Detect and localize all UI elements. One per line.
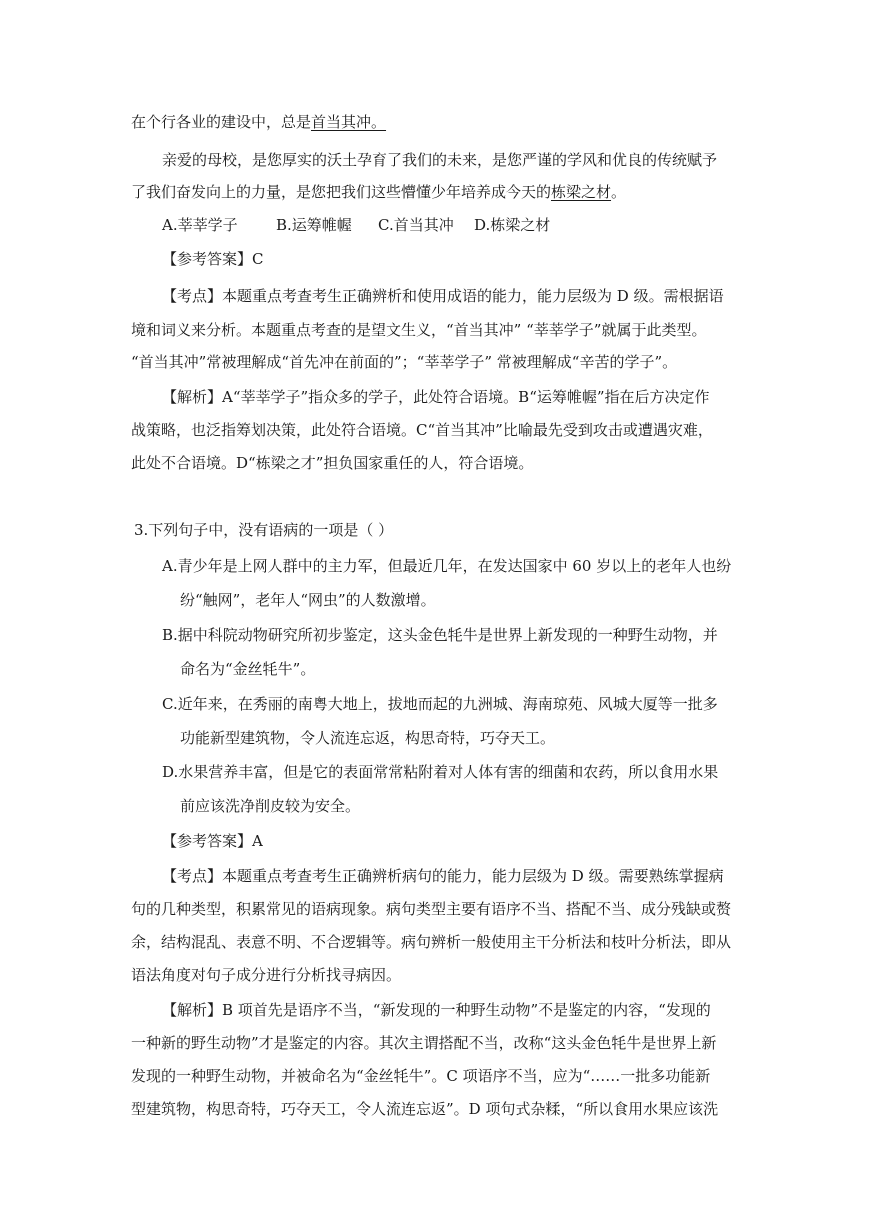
q2-option-d: D.栋梁之材: [474, 216, 551, 234]
q3-option-a-line-1: A.青少年是上网人群中的主力军，但最近几年，在发达国家中 60 岁以上的老年人也纷: [162, 557, 732, 575]
q3-option-d-line-1: D.水果营养丰富，但是它的表面常常粘附着对人体有害的细菌和农药，所以食用水果: [162, 763, 719, 781]
q3-option-d-line-2: 前应该洗净削皮较为安全。: [180, 797, 361, 815]
q2-jiexi-line: 战策略，也泛指筹划决策，此处符合语境。C“首当其冲”比喻最先受到攻击或遭遇灾难，: [131, 421, 713, 439]
q3-kaodian-line: 语法角度对句子成分进行分析找寻病因。: [131, 966, 402, 984]
q3-jiexi-line: 一种新的野生动物”才是鉴定的内容。其次主谓搭配不当，改称“这头金色牦牛是世界上新: [131, 1034, 717, 1052]
q3-option-c-line-1: C.近年来，在秀丽的南粤大地上，拔地而起的九洲城、海南琼苑、风城大厦等一批多: [162, 695, 718, 713]
q2-context-line-3: [131, 182, 626, 202]
q2-kaodian-line: 境和词义来分析。本题重点考查的是望文生义，“首当其冲” “莘莘学子”就属于此类型。: [131, 321, 707, 339]
q3-jiexi-line: 【解析】B 项首先是语序不当，“新发现的一种野生动物”不是鉴定的内容，“发现的: [162, 1001, 711, 1019]
q2-jiexi-line: 此处不合语境。D“栋梁之才”担负国家重任的人，符合语境。: [131, 454, 534, 472]
q2-underlined-idiom-c: 首当其冲。: [311, 113, 387, 131]
q3-jiexi-line: 型建筑物，构思奇特，巧夺天工，令人流连忘返”。D 项句式杂糅，“所以食用水果应该洗: [131, 1100, 719, 1118]
q3-option-c-line-2: 功能新型建筑物，令人流连忘返，构思奇特，巧夺天工。: [180, 729, 556, 747]
q2-option-a: A.莘莘学子: [162, 216, 238, 234]
q3-option-b-line-1: B.据中科院动物研究所初步鉴定，这头金色牦牛是世界上新发现的一种野生动物，并: [162, 626, 718, 644]
q2-kaodian-line: 【考点】本题重点考查考生正确辨析和使用成语的能力，能力层级为 D 级。需根据语: [162, 287, 724, 305]
q3-answer: 【参考答案】A: [162, 832, 263, 850]
q3-kaodian-line: 余，结构混乱、表意不明、不合逻辑等。病句辨析一般使用主干分析法和枝叶分析法，即从: [131, 933, 732, 951]
q3-kaodian-line: 句的几种类型，积累常见的语病现象。病句类型主要有语序不当、搭配不当、成分残缺或赘: [131, 900, 732, 918]
q2-context-text: 了我们奋发向上的力量，是您把我们这些懵懂少年培养成今天的: [131, 183, 552, 201]
q2-jiexi-line: 【解析】A“莘莘学子”指众多的学子，此处符合语境。B“运筹帷幄”指在后方决定作: [162, 388, 710, 406]
q3-stem: 3.下列句子中，没有语病的一项是（ ）: [134, 521, 394, 539]
q3-kaodian-line: 【考点】本题重点考查考生正确辨析病句的能力，能力层级为 D 级。需要熟练掌握病: [162, 867, 724, 885]
q2-kaodian-line: “首当其冲”常被理解成“首先冲在前面的”；“莘莘学子” 常被理解成“辛苦的学子”。: [131, 353, 678, 371]
q2-answer: 【参考答案】C: [162, 250, 264, 268]
q2-option-b: B.运筹帷幄: [276, 216, 352, 234]
q2-underlined-idiom-d: 栋梁之材: [551, 183, 612, 201]
q2-context-line-2: 亲爱的母校，是您厚实的沃土孕育了我们的未来，是您严谨的学风和优良的传统赋予: [162, 151, 718, 169]
q2-context-text: 在个行各业的建设中，总是: [131, 113, 312, 131]
q3-option-a-line-2: 纷“触网”，老年人“网虫”的人数激增。: [180, 591, 436, 609]
q2-context-text: 。: [611, 183, 627, 201]
q2-option-c: C.首当其冲: [378, 216, 454, 234]
q2-context-line-1: [131, 112, 386, 132]
q3-option-b-line-2: 命名为“金丝牦牛”。: [180, 660, 316, 678]
q3-jiexi-line: 发现的一种野生动物，并被命名为“金丝牦牛”。C 项语序不当，应为“……一批多功能新: [131, 1067, 711, 1085]
